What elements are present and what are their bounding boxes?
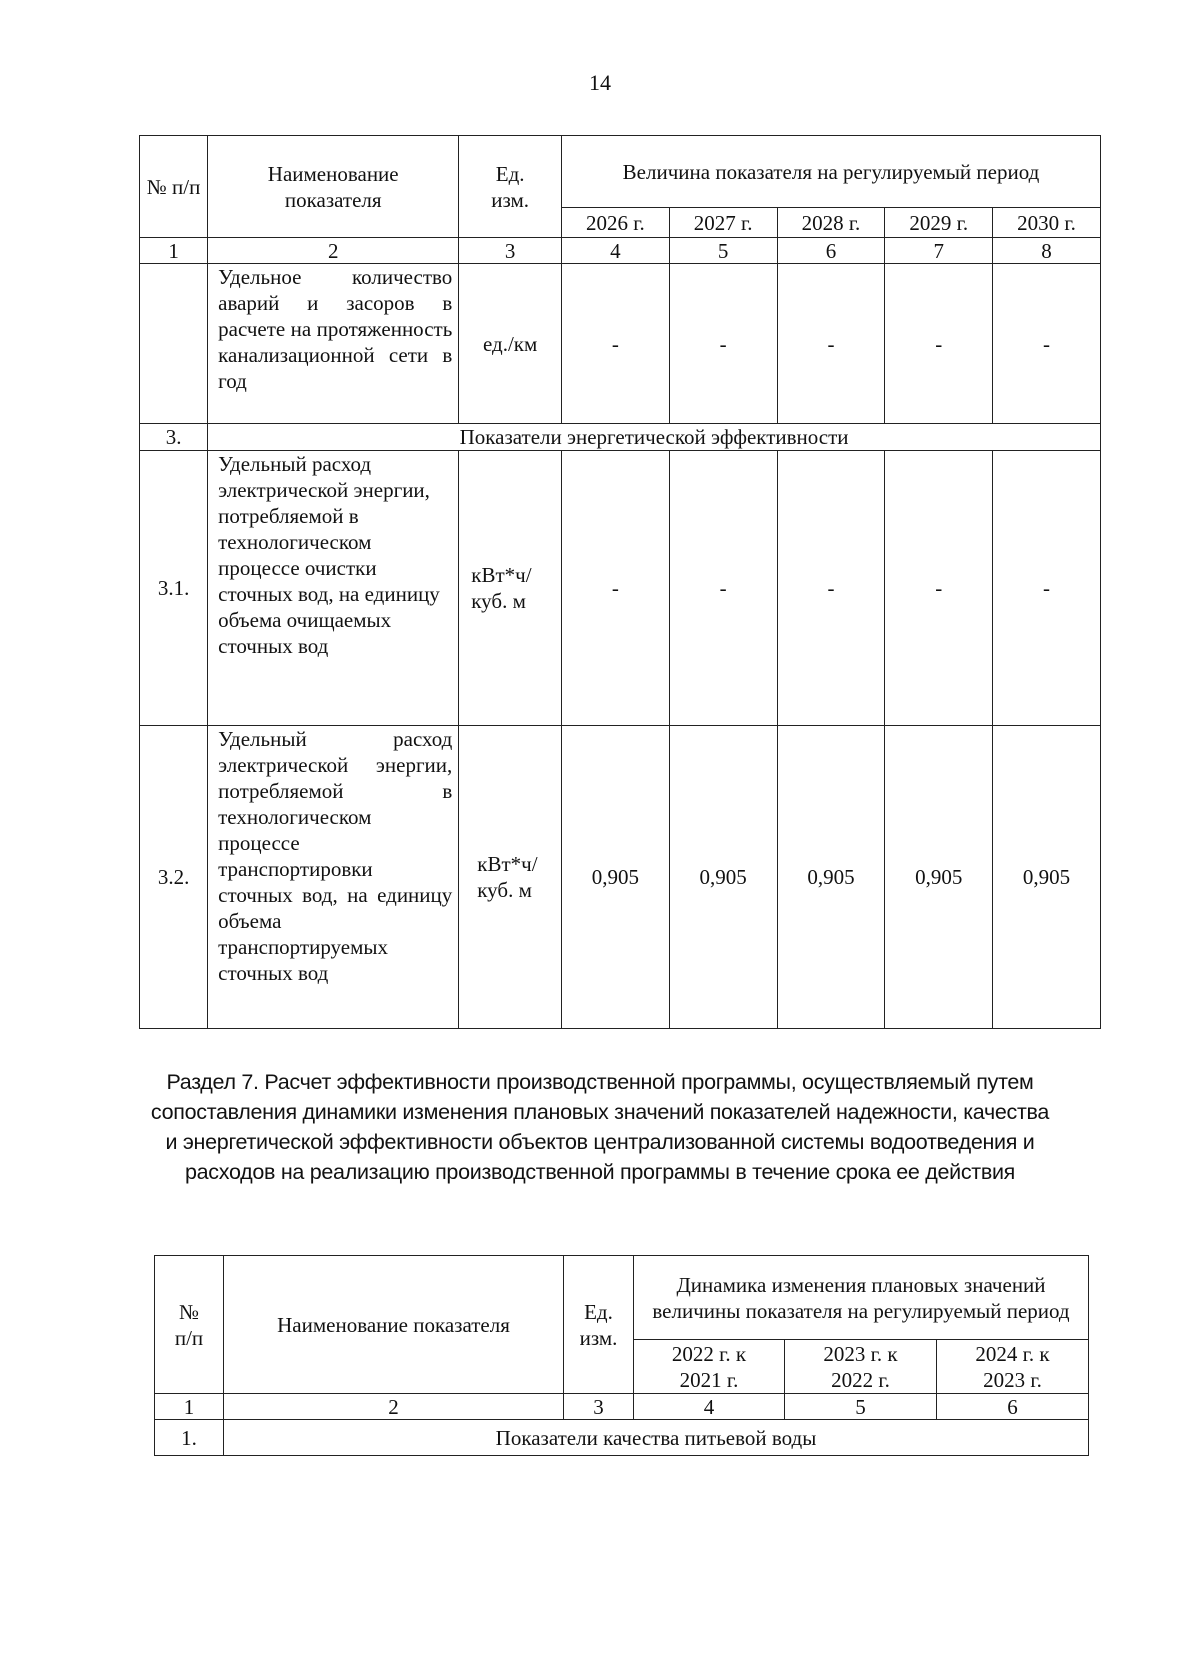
header-period: 2023 г. к 2022 г. (785, 1340, 937, 1394)
row-name: Удельный расход электрической энергии, потребляемой в технологическом процессе транспортировки сточных вод, на единицу объема транспортируемых сточных вод (208, 726, 459, 1029)
header-year: 2027 г. (669, 208, 777, 238)
row-value: - (885, 451, 993, 726)
index-cell: 1 (140, 238, 208, 264)
row-num: 3.2. (140, 726, 208, 1029)
header-name: Наименование показателя (224, 1256, 564, 1394)
row-num: 3.1. (140, 451, 208, 726)
header-period: 2022 г. к 2021 г. (634, 1340, 785, 1394)
index-cell: 5 (785, 1394, 937, 1420)
indicators-table (139, 135, 1101, 1029)
header-year: 2026 г. (561, 208, 669, 238)
row-value: - (777, 264, 885, 424)
header-year: 2028 г. (777, 208, 885, 238)
row-unit: ед./км (459, 264, 562, 424)
index-cell: 7 (885, 238, 993, 264)
section-num: 3. (140, 424, 208, 451)
row-value: - (885, 264, 993, 424)
section-title: Показатели качества питьевой воды (224, 1420, 1089, 1456)
row-value: - (561, 264, 669, 424)
index-cell: 4 (561, 238, 669, 264)
row-name: Удельный расход электрической энергии, потребляемой в технологическом процессе очистки сточных вод, на единицу объема очищаемых сточных вод (208, 451, 459, 726)
index-cell: 2 (224, 1394, 564, 1420)
header-num: № п/п (140, 136, 208, 238)
row-value: - (669, 264, 777, 424)
table-row (140, 451, 1101, 726)
index-cell: 6 (937, 1394, 1089, 1420)
table-row (140, 726, 1101, 1029)
index-cell: 5 (669, 238, 777, 264)
index-cell: 8 (993, 238, 1101, 264)
row-value: 0,905 (561, 726, 669, 1029)
section-row (155, 1420, 1089, 1456)
row-unit: кВт*ч/куб. м (459, 451, 562, 726)
row-name: Удельное количество аварий и засоров в расчете на протяженность канализационной сети в год (208, 264, 459, 424)
row-unit: кВт*ч/ куб. м (459, 726, 562, 1029)
row-value: 0,905 (777, 726, 885, 1029)
row-value: - (561, 451, 669, 726)
row-value: 0,905 (993, 726, 1101, 1029)
header-unit: Ед. изм. (459, 136, 562, 238)
header-year: 2030 г. (993, 208, 1101, 238)
header-num: № п/п (155, 1256, 224, 1394)
row-num (140, 264, 208, 424)
index-cell: 1 (155, 1394, 224, 1420)
header-period: Величина показателя на регулируемый период (561, 136, 1100, 208)
row-value: - (669, 451, 777, 726)
index-cell: 3 (564, 1394, 634, 1420)
index-cell: 6 (777, 238, 885, 264)
header-year: 2029 г. (885, 208, 993, 238)
section-row (140, 424, 1101, 451)
header-name: Наименование показателя (208, 136, 459, 238)
index-cell: 2 (208, 238, 459, 264)
row-value: - (993, 264, 1101, 424)
row-value: - (777, 451, 885, 726)
section-title: Показатели энергетической эффективности (208, 424, 1101, 451)
table-row (140, 264, 1101, 424)
row-value: - (993, 451, 1101, 726)
row-value: 0,905 (885, 726, 993, 1029)
index-cell: 4 (634, 1394, 785, 1420)
index-cell: 3 (459, 238, 562, 264)
row-value: 0,905 (669, 726, 777, 1029)
header-dynamics: Динамика изменения плановых значений величины показателя на регулируемый период (634, 1256, 1089, 1340)
section-7-title: Раздел 7. Расчет эффективности производственной программы, осуществляемый путем сопоставления динамики изменения плановых значений показателей надежности, качества и энергетической эффективности объектов централизованной системы водоотведения и расходов на реализацию производственной программы в течение срока ее действия (150, 1070, 1050, 1184)
page-number: 14 (589, 70, 611, 95)
dynamics-table (154, 1255, 1089, 1456)
header-unit: Ед. изм. (564, 1256, 634, 1394)
section-num: 1. (155, 1420, 224, 1456)
header-period: 2024 г. к 2023 г. (937, 1340, 1089, 1394)
